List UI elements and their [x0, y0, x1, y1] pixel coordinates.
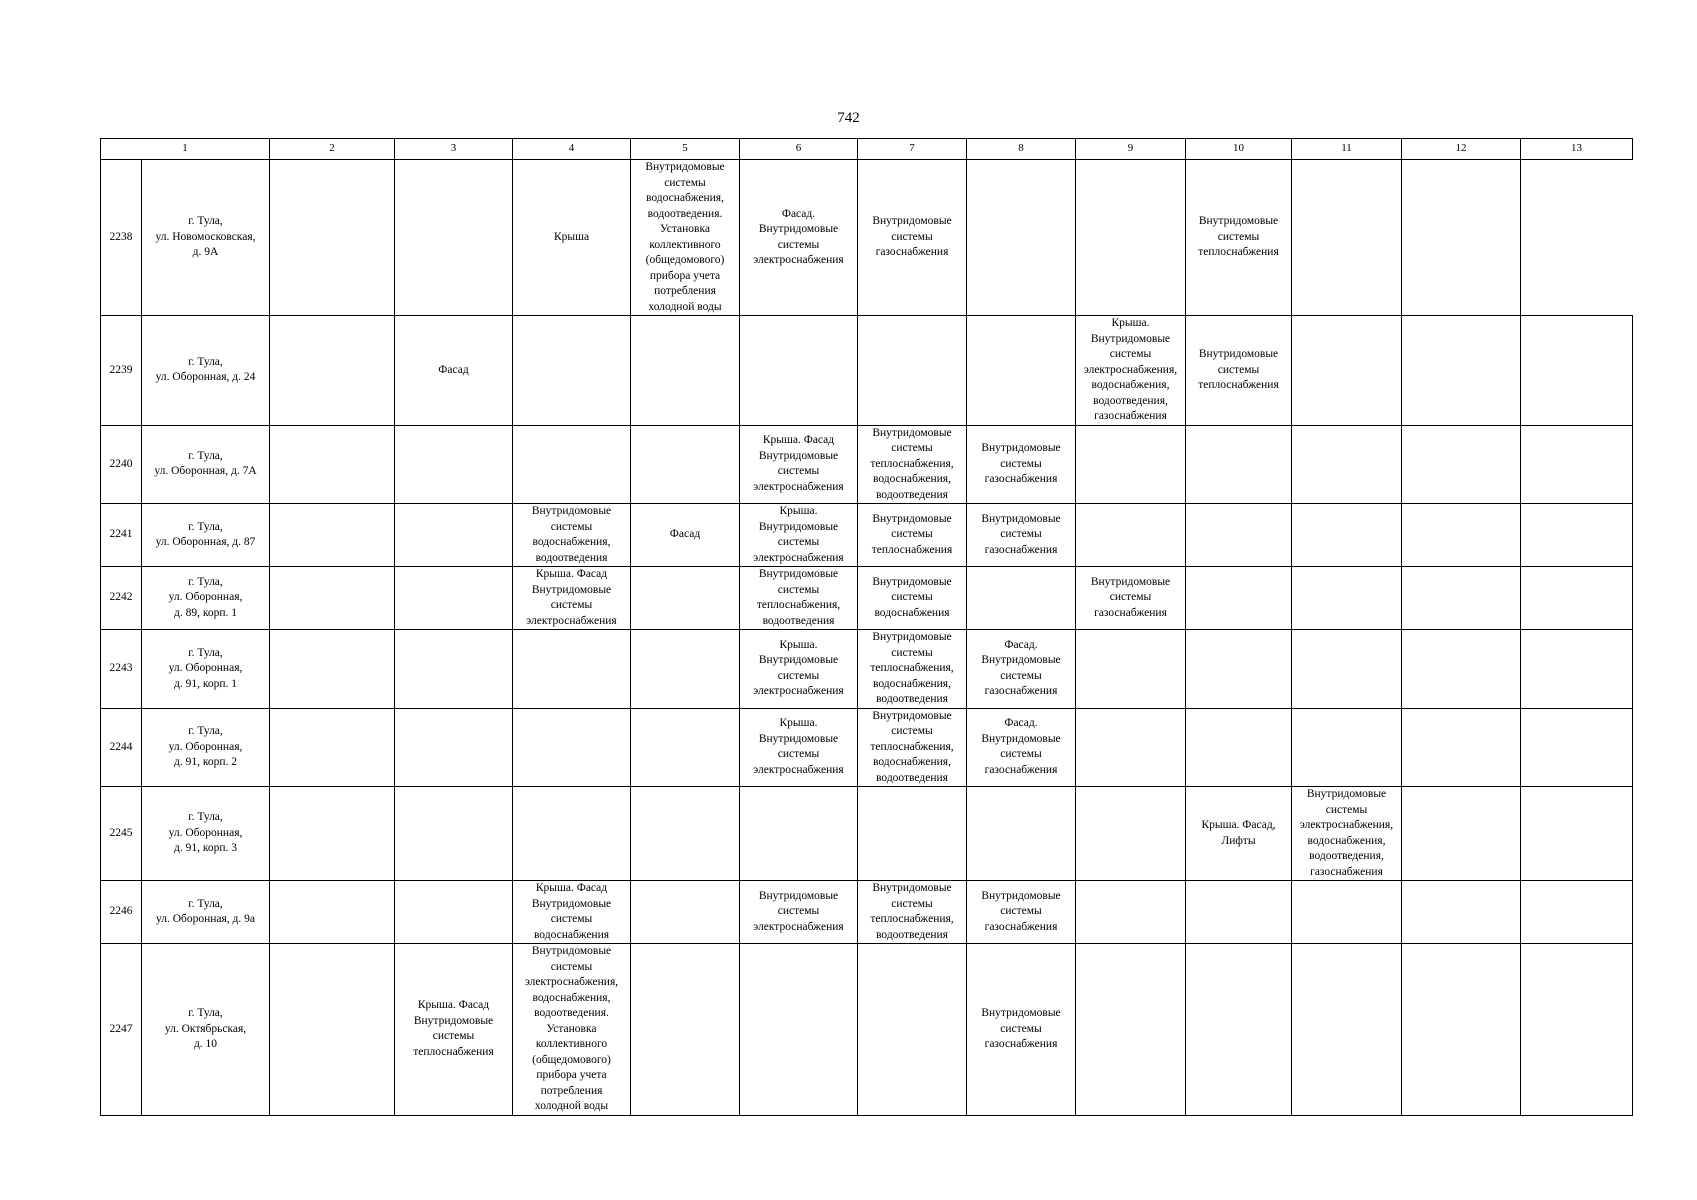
address-cell — [142, 787, 270, 881]
column-header: 10 — [1186, 139, 1292, 160]
work-cell-col-8 — [967, 881, 1076, 944]
work-cell-col-6 — [740, 504, 858, 567]
table-row — [101, 787, 1633, 881]
work-cell-col-11 — [1292, 425, 1402, 504]
work-text: Фасад. Внутридомовые системы газоснабжения — [981, 717, 1061, 776]
column-header: 5 — [631, 139, 740, 160]
work-cell-col-7 — [858, 160, 967, 316]
work-cell-col-8 — [967, 425, 1076, 504]
work-cell-col-11 — [1292, 881, 1402, 944]
work-cell-col-3 — [395, 567, 513, 630]
work-text: Внутридомовые системы водоснабжения, водоотведения. Установка коллективного (общедомового) прибора учета потребления холодной воды — [645, 161, 725, 313]
work-text: Внутридомовые системы газоснабжения — [981, 512, 1061, 556]
table-row — [101, 708, 1633, 787]
work-cell-col-12 — [1402, 504, 1521, 567]
work-cell-col-8 — [967, 504, 1076, 567]
work-cell-col-9 — [1076, 425, 1186, 504]
work-text: Фасад. Внутридомовые системы электроснабжения — [753, 207, 844, 266]
work-text: Внутридомовые системы водоснабжения, водоотведения — [531, 505, 612, 564]
column-header: 11 — [1292, 139, 1402, 160]
work-cell-col-10 — [1186, 160, 1292, 316]
work-cell-col-8 — [967, 160, 1076, 316]
row-number: 2243 — [101, 630, 142, 709]
work-cell-col-3 — [395, 316, 513, 426]
work-cell-col-13 — [1521, 567, 1633, 630]
address-cell — [142, 630, 270, 709]
work-text: Крыша. Фасад Внутридомовые системы водоснабжения — [531, 882, 612, 941]
work-text: Внутридомовые системы теплоснабжения, водоотведения — [756, 568, 841, 627]
work-cell-col-12 — [1402, 567, 1521, 630]
work-text: Внутридомовые системы газоснабжения — [981, 442, 1061, 485]
work-cell-col-11 — [1292, 787, 1402, 881]
column-header: 6 — [740, 139, 858, 160]
work-cell-col-5 — [631, 425, 740, 504]
row-number: 2247 — [101, 944, 142, 1116]
work-text: Внутридомовые системы электроснабжения, водоснабжения, водоотведения. Установка коллективного (общедомового) прибора учета потребления холодной воды — [524, 945, 619, 1112]
work-cell-col-7 — [858, 708, 967, 787]
address-cell — [142, 708, 270, 787]
work-cell-col-3 — [395, 944, 513, 1116]
work-text: Внутридомовые системы теплоснабжения — [871, 512, 953, 556]
work-text: Внутридомовые системы газоснабжения — [981, 1007, 1061, 1050]
column-header: 4 — [513, 139, 631, 160]
row-number: 2241 — [101, 504, 142, 567]
work-cell-col-3 — [395, 881, 513, 944]
work-cell-col-4 — [513, 160, 631, 316]
row-number: 2240 — [101, 425, 142, 504]
row-number: 2238 — [101, 160, 142, 316]
work-cell-col-12 — [1402, 881, 1521, 944]
work-text: Фасад — [669, 528, 701, 541]
work-text: Внутридомовые системы газоснабжения — [872, 215, 952, 259]
work-cell-col-11 — [1292, 630, 1402, 709]
work-cell-col-9 — [1076, 567, 1186, 630]
address-text: г. Тула, ул. Оборонная, д. 9а — [155, 897, 256, 925]
work-cell-col-11 — [1292, 944, 1402, 1116]
work-cell-col-10 — [1186, 316, 1292, 426]
work-cell-col-7 — [858, 425, 967, 504]
work-text: Крыша — [553, 230, 590, 243]
work-cell-col-4 — [513, 787, 631, 881]
work-cell-col-8 — [967, 708, 1076, 787]
work-cell-col-13 — [1521, 316, 1633, 426]
work-cell-col-9 — [1076, 316, 1186, 426]
address-text: г. Тула, ул. Оборонная, д. 87 — [155, 520, 256, 548]
address-text: г. Тула, ул. Оборонная, д. 24 — [155, 355, 256, 384]
work-cell-col-7 — [858, 630, 967, 709]
work-cell-col-4 — [513, 944, 631, 1116]
column-header: 3 — [395, 139, 513, 160]
work-cell-col-10 — [1186, 504, 1292, 567]
work-text: Внутридомовые системы водоснабжения — [872, 575, 952, 619]
work-cell-col-5 — [631, 316, 740, 426]
work-cell-col-7 — [858, 567, 967, 630]
work-cell-col-3 — [395, 787, 513, 881]
work-cell-col-12 — [1402, 425, 1521, 504]
work-cell-col-3 — [395, 504, 513, 567]
work-cell-col-6 — [740, 881, 858, 944]
work-cell-col-7 — [858, 504, 967, 567]
column-header: 2 — [270, 139, 395, 160]
work-cell-col-9 — [1076, 787, 1186, 881]
work-cell-col-3 — [395, 630, 513, 709]
work-cell-col-4 — [513, 425, 631, 504]
address-text: г. Тула, ул. Оборонная, д. 91, корп. 1 — [168, 646, 243, 690]
work-cell-col-11 — [1292, 504, 1402, 567]
work-cell-col-4 — [513, 567, 631, 630]
work-text: Фасад. Внутридомовые системы газоснабжения — [981, 638, 1061, 698]
work-cell-col-4 — [513, 316, 631, 426]
capital-repair-table — [100, 138, 1633, 1116]
address-cell — [142, 567, 270, 630]
work-cell-col-3 — [395, 425, 513, 504]
work-cell-col-2 — [270, 708, 395, 787]
table-row — [101, 316, 1633, 426]
work-cell-col-2 — [270, 881, 395, 944]
work-cell-col-9 — [1076, 504, 1186, 567]
work-cell-col-5 — [631, 881, 740, 944]
work-cell-col-12 — [1402, 787, 1521, 881]
work-cell-col-9 — [1076, 160, 1186, 316]
work-text: Внутридомовые системы электроснабжения — [753, 889, 844, 933]
column-header: 8 — [967, 139, 1076, 160]
work-cell-col-4 — [513, 881, 631, 944]
work-text: Внутридомовые системы электроснабжения, водоснабжения, водоотведения, газоснабжения — [1299, 788, 1394, 878]
column-header: 12 — [1402, 139, 1521, 160]
column-header: 13 — [1521, 139, 1633, 160]
work-cell-col-5 — [631, 708, 740, 787]
work-text: Крыша. Внутридомовые системы электроснабжения — [753, 505, 844, 564]
work-text: Крыша. Внутридомовые системы электроснабжения — [753, 717, 844, 776]
work-cell-col-13 — [1521, 944, 1633, 1116]
work-cell-col-10 — [1186, 567, 1292, 630]
work-cell-col-2 — [270, 425, 395, 504]
work-text: Внутридомовые системы газоснабжения — [1090, 575, 1171, 619]
work-cell-col-11 — [1292, 708, 1402, 787]
work-cell-col-4 — [513, 504, 631, 567]
address-cell — [142, 944, 270, 1116]
work-cell-col-12 — [1402, 316, 1521, 426]
address-text: г. Тула, ул. Оборонная, д. 91, корп. 2 — [168, 725, 243, 768]
address-cell — [142, 160, 270, 316]
table-row — [101, 425, 1633, 504]
work-cell-col-8 — [967, 630, 1076, 709]
table-row — [101, 504, 1633, 567]
address-cell — [142, 881, 270, 944]
work-cell-col-8 — [967, 567, 1076, 630]
row-number: 2244 — [101, 708, 142, 787]
work-cell-col-2 — [270, 944, 395, 1116]
table-row — [101, 630, 1633, 709]
column-header: 9 — [1076, 139, 1186, 160]
column-header: 1 — [101, 139, 270, 160]
table-row — [101, 881, 1633, 944]
work-cell-col-9 — [1076, 944, 1186, 1116]
work-cell-col-10 — [1186, 708, 1292, 787]
work-cell-col-7 — [858, 944, 967, 1116]
table-row — [101, 567, 1633, 630]
page-number: 742 — [837, 110, 860, 126]
address-cell — [142, 425, 270, 504]
work-cell-col-7 — [858, 881, 967, 944]
work-text: Внутридомовые системы газоснабжения — [981, 889, 1061, 933]
work-cell-col-6 — [740, 708, 858, 787]
work-text: Внутридомовые системы теплоснабжения — [1198, 348, 1279, 391]
row-number: 2239 — [101, 316, 142, 426]
address-cell — [142, 316, 270, 426]
work-text: Фасад — [438, 363, 469, 376]
work-cell-col-13 — [1521, 708, 1633, 787]
work-cell-col-10 — [1186, 881, 1292, 944]
work-cell-col-5 — [631, 944, 740, 1116]
work-text: Внутридомовые системы теплоснабжения, водоснабжения, водоотведения — [870, 426, 954, 501]
row-number: 2242 — [101, 567, 142, 630]
work-cell-col-10 — [1186, 630, 1292, 709]
column-header: 7 — [858, 139, 967, 160]
work-cell-col-12 — [1402, 630, 1521, 709]
work-cell-col-8 — [967, 316, 1076, 426]
work-cell-col-11 — [1292, 160, 1402, 316]
work-cell-col-7 — [858, 787, 967, 881]
work-text: Внутридомовые системы теплоснабжения, водоотведения — [870, 882, 954, 941]
work-cell-col-6 — [740, 160, 858, 316]
work-text: Крыша. Фасад Внутридомовые системы электроснабжения — [526, 568, 617, 627]
work-cell-col-2 — [270, 160, 395, 316]
work-text: Внутридомовые системы теплоснабжения — [1198, 215, 1279, 259]
work-cell-col-6 — [740, 425, 858, 504]
work-cell-col-9 — [1076, 708, 1186, 787]
address-cell — [142, 504, 270, 567]
work-cell-col-10 — [1186, 944, 1292, 1116]
address-text: г. Тула, ул. Оборонная, д. 7А — [154, 449, 257, 478]
column-number-row — [101, 139, 1633, 160]
work-cell-col-7 — [858, 316, 967, 426]
work-cell-col-13 — [1521, 504, 1633, 567]
work-cell-col-4 — [513, 630, 631, 709]
work-cell-col-5 — [631, 160, 740, 316]
work-cell-col-5 — [631, 504, 740, 567]
work-text: Крыша. Фасад Внутридомовые системы электроснабжения — [753, 434, 844, 493]
work-cell-col-9 — [1076, 630, 1186, 709]
work-cell-col-4 — [513, 708, 631, 787]
work-cell-col-11 — [1292, 567, 1402, 630]
work-cell-col-13 — [1521, 425, 1633, 504]
work-cell-col-10 — [1186, 787, 1292, 881]
work-cell-col-6 — [740, 567, 858, 630]
work-cell-col-2 — [270, 630, 395, 709]
work-cell-col-9 — [1076, 881, 1186, 944]
work-cell-col-6 — [740, 630, 858, 709]
work-cell-col-8 — [967, 787, 1076, 881]
address-text: г. Тула, ул. Оборонная, д. 89, корп. 1 — [168, 575, 243, 619]
work-cell-col-3 — [395, 708, 513, 787]
work-cell-col-6 — [740, 787, 858, 881]
work-cell-col-5 — [631, 787, 740, 881]
work-cell-col-6 — [740, 944, 858, 1116]
work-text: Внутридомовые системы теплоснабжения, водоснабжения, водоотведения — [870, 709, 954, 784]
work-cell-col-2 — [270, 567, 395, 630]
work-cell-col-2 — [270, 504, 395, 567]
work-cell-col-5 — [631, 630, 740, 709]
address-text: г. Тула, ул. Оборонная, д. 91, корп. 3 — [168, 811, 243, 855]
work-cell-col-3 — [395, 160, 513, 316]
work-cell-col-13 — [1521, 787, 1633, 881]
work-text: Крыша. Внутридомовые системы электроснабжения, водоснабжения, водоотведения, газоснабжения — [1083, 317, 1178, 422]
address-text: г. Тула, ул. Новомосковская, д. 9А — [155, 215, 256, 259]
work-text: Внутридомовые системы теплоснабжения, водоснабжения, водоотведения — [870, 631, 954, 705]
work-text: Крыша. Фасад Внутридомовые системы теплоснабжения — [413, 999, 494, 1058]
row-number: 2245 — [101, 787, 142, 881]
work-cell-col-2 — [270, 316, 395, 426]
work-text: Крыша. Фасад, Лифты — [1201, 819, 1276, 847]
table-row — [101, 944, 1633, 1116]
work-cell-col-12 — [1402, 708, 1521, 787]
work-cell-col-11 — [1292, 316, 1402, 426]
table-row — [101, 160, 1633, 316]
address-text: г. Тула, ул. Октябрьская, д. 10 — [164, 1007, 247, 1050]
work-cell-col-6 — [740, 316, 858, 426]
row-number: 2246 — [101, 881, 142, 944]
work-cell-col-12 — [1402, 160, 1521, 316]
work-cell-col-8 — [967, 944, 1076, 1116]
work-cell-col-13 — [1521, 630, 1633, 709]
work-text: Крыша. Внутридомовые системы электроснабжения — [753, 638, 844, 698]
work-cell-col-12 — [1402, 944, 1521, 1116]
work-cell-col-13 — [1521, 881, 1633, 944]
work-cell-col-2 — [270, 787, 395, 881]
work-cell-col-5 — [631, 567, 740, 630]
work-cell-col-10 — [1186, 425, 1292, 504]
